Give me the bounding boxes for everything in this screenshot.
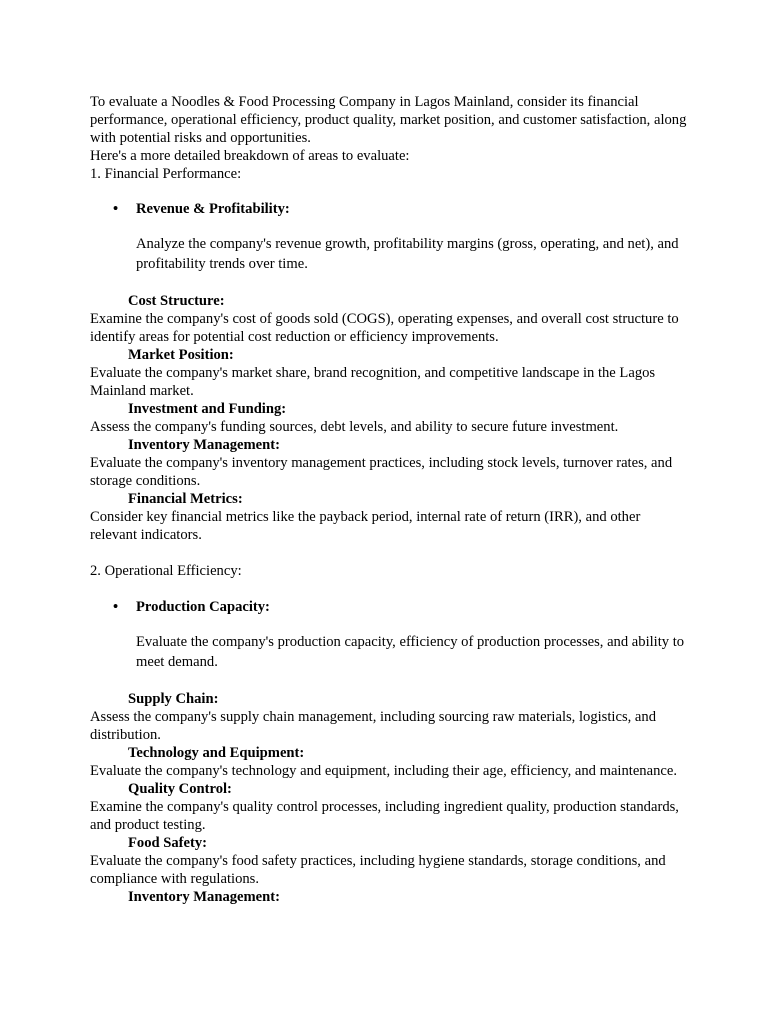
text-market-position: Evaluate the company's market share, brand recognition, and competitive landscape in the Lagos Mainland market. xyxy=(90,365,656,399)
bullet-dot-icon: • xyxy=(113,599,119,615)
subheading-financial-metrics: Financial Metrics: xyxy=(128,491,243,507)
bullet-production-capacity xyxy=(90,598,690,616)
text-quality-control: Examine the company's quality control processes, including ingredient quality, production standards, and product testing. xyxy=(90,799,679,833)
text-food-safety: Evaluate the company's food safety practices, including hygiene standards, storage conditions, and compliance with regulations. xyxy=(90,853,666,887)
text-financial-metrics: Consider key financial metrics like the payback period, internal rate of return (IRR), and other relevant indicators. xyxy=(90,509,641,543)
text-supply-chain: Assess the company's supply chain management, including sourcing raw materials, logistics, and distribution. xyxy=(90,709,656,743)
subheading-investment-funding: Investment and Funding: xyxy=(128,401,287,417)
section-heading-operational: 2. Operational Efficiency: xyxy=(90,563,242,579)
subheading-supply-chain: Supply Chain: xyxy=(128,691,219,707)
text-investment-funding: Assess the company's funding sources, debt levels, and ability to secure future investment. xyxy=(90,419,619,435)
bullet-revenue-profitability xyxy=(90,200,690,218)
subheading-cost-structure: Cost Structure: xyxy=(128,293,225,309)
document-page xyxy=(90,93,690,906)
subheading-inventory-management: Inventory Management: xyxy=(128,437,280,453)
bullet-title: Production Capacity: xyxy=(136,599,270,615)
subheading-food-safety: Food Safety: xyxy=(128,835,208,851)
text-cost-structure: Examine the company's cost of goods sold (COGS), operating expenses, and overall cost structure to identify areas for potential cost reduction or efficiency improvements. xyxy=(90,311,679,345)
bullet-title: Revenue & Profitability: xyxy=(136,201,290,217)
intro-paragraph: To evaluate a Noodles & Food Processing Company in Lagos Mainland, consider its financial performance, operational efficiency, product quality, market position, and customer satisfaction, along with potential risks and opportunities. xyxy=(90,94,687,146)
intro-lead: Here's a more detailed breakdown of areas to evaluate: xyxy=(90,148,410,164)
text-inventory-management: Evaluate the company's inventory management practices, including stock levels, turnover rates, and storage conditions. xyxy=(90,455,673,489)
section-heading-financial: 1. Financial Performance: xyxy=(90,166,242,182)
text-technology-equipment: Evaluate the company's technology and equipment, including their age, efficiency, and maintenance. xyxy=(90,763,677,779)
subheading-quality-control: Quality Control: xyxy=(128,781,232,797)
bullet-body-text: Analyze the company's revenue growth, profitability margins (gross, operating, and net), and profitability trends over time. xyxy=(136,236,679,272)
subheading-market-position: Market Position: xyxy=(128,347,234,363)
bullet-body-text: Evaluate the company's production capacity, efficiency of production processes, and ability to meet demand. xyxy=(136,634,685,670)
subheading-inventory-management-2: Inventory Management: xyxy=(128,889,280,905)
bullet-dot-icon: • xyxy=(113,201,119,217)
subheading-technology-equipment: Technology and Equipment: xyxy=(128,745,305,761)
